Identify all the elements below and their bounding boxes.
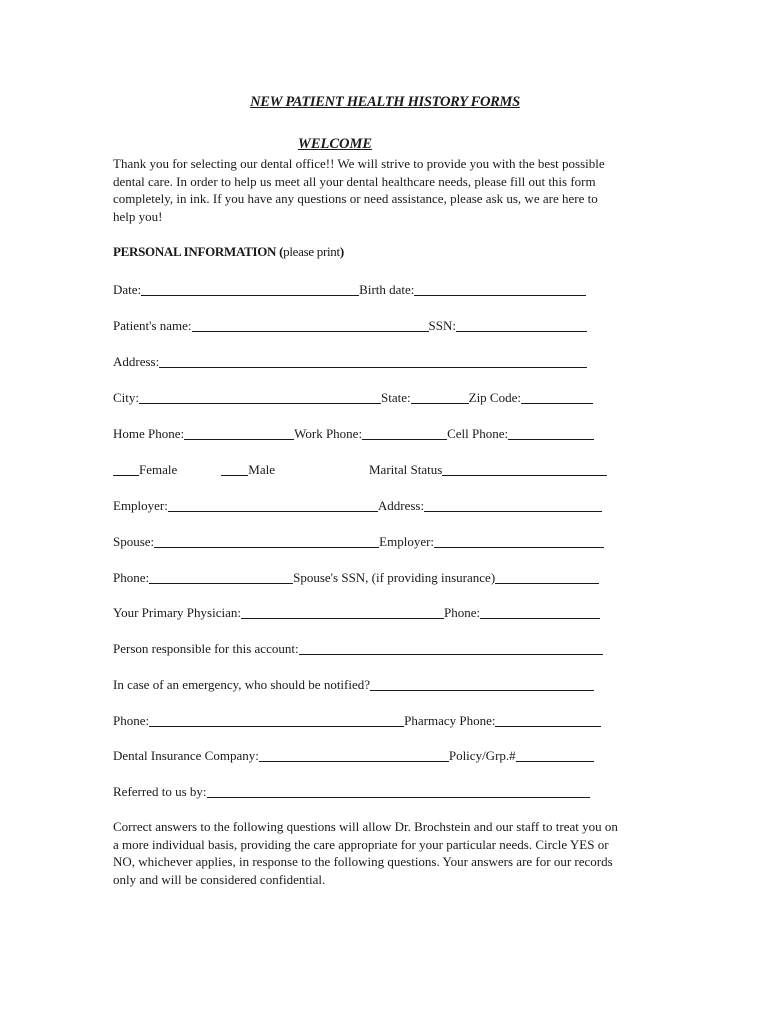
row-patient-name [113, 316, 633, 334]
date-label: Date: [113, 282, 142, 297]
spouse-ssn-field[interactable] [495, 571, 599, 584]
row-pharmacy [113, 711, 633, 729]
primary-physician-field[interactable] [241, 606, 444, 619]
phone-label: Phone: [113, 570, 150, 585]
closing-paragraph: Correct answers to the following questions will allow Dr. Brochstein and our staff to treat you on a more individual basis, providing the care appropriate for your particular needs. Circle YES or NO, whichever applies, in response to the following questions. Your answers are for our records only and will be considered confidential. [113, 819, 618, 887]
row-physician [113, 603, 633, 621]
cell-phone-field[interactable] [508, 427, 594, 440]
intro-paragraph: Thank you for selecting our dental office!! We will strive to provide you with the best possible dental care. In order to help us meet all your dental healthcare needs, please fill out this form completely, in ink. If you have any questions or need assistance, please ask us, we are here to help you! [113, 156, 605, 224]
ssn-label: SSN: [428, 318, 456, 333]
row-insurance [113, 746, 633, 764]
city-label: City: [113, 390, 140, 405]
work-phone-field[interactable] [362, 427, 447, 440]
date-field[interactable] [141, 283, 359, 296]
home-phone-field[interactable] [184, 427, 294, 440]
address-label: Address: [113, 354, 160, 369]
female-checkbox[interactable] [113, 463, 139, 476]
form-title: NEW PATIENT HEALTH HISTORY FORMS [250, 94, 520, 110]
home-phone-label: Home Phone: [113, 426, 185, 441]
physician-phone-label: Phone: [443, 605, 481, 620]
emergency-label: In case of an emergency, who should be notified? [113, 677, 371, 692]
pharmacy-phone-field[interactable] [495, 714, 601, 727]
section-heading-text: PERSONAL INFORMATION ( [113, 244, 284, 259]
zip-label: Zip Code: [468, 390, 521, 405]
row-spouse-ssn [113, 568, 633, 586]
policy-label: Policy/Grp.# [448, 748, 516, 763]
birth-date-field[interactable] [414, 283, 586, 296]
employer-address-label: Address: [377, 498, 425, 513]
insurance-company-field[interactable] [259, 749, 449, 762]
work-phone-label: Work Phone: [294, 426, 363, 441]
section-heading-note: please print [283, 244, 340, 259]
insurance-company-label: Dental Insurance Company: [113, 748, 259, 763]
city-field[interactable] [139, 391, 381, 404]
marital-status-label: Marital Status [368, 462, 443, 477]
row-employer [113, 496, 633, 514]
patient-name-label: Patient's name: [113, 318, 192, 333]
person-responsible-label: Person responsible for this account: [113, 641, 299, 656]
patient-name-field[interactable] [192, 319, 429, 332]
row-date [113, 280, 633, 298]
physician-phone-field[interactable] [480, 606, 600, 619]
emergency-field[interactable] [370, 678, 594, 691]
emergency-phone-field[interactable] [149, 714, 404, 727]
spouse-employer-field[interactable] [434, 535, 604, 548]
referred-by-field[interactable] [207, 785, 590, 798]
row-responsible [113, 639, 633, 657]
row-emergency [113, 675, 633, 693]
birth-date-label: Birth date: [359, 282, 415, 297]
male-label: Male [248, 462, 275, 477]
state-field[interactable] [411, 391, 469, 404]
row-city [113, 388, 633, 406]
male-checkbox[interactable] [221, 463, 248, 476]
row-phones [113, 424, 633, 442]
ssn-field[interactable] [456, 319, 587, 332]
state-label: State: [381, 390, 411, 405]
employer-label: Employer: [113, 498, 168, 513]
employer-address-field[interactable] [424, 499, 602, 512]
emergency-phone-label: Phone: [113, 713, 150, 728]
zip-field[interactable] [521, 391, 593, 404]
referred-by-label: Referred to us by: [113, 784, 207, 799]
primary-physician-label: Your Primary Physician: [113, 605, 241, 620]
marital-status-field[interactable] [442, 463, 607, 476]
section-heading [113, 244, 344, 260]
female-label: Female [139, 462, 178, 477]
row-address [113, 352, 633, 370]
spouse-label: Spouse: [113, 534, 155, 549]
welcome-heading: WELCOME [297, 136, 373, 152]
pharmacy-phone-label: Pharmacy Phone: [404, 713, 496, 728]
spouse-ssn-label: Spouse's SSN, (if providing insurance) [293, 570, 496, 585]
spouse-employer-label: Employer: [379, 534, 435, 549]
section-heading-close: ) [339, 244, 344, 259]
person-responsible-field[interactable] [299, 642, 603, 655]
row-spouse [113, 532, 633, 550]
policy-field[interactable] [516, 749, 594, 762]
address-field[interactable] [159, 355, 587, 368]
spouse-field[interactable] [154, 535, 379, 548]
cell-phone-label: Cell Phone: [447, 426, 509, 441]
employer-field[interactable] [168, 499, 378, 512]
row-referred [113, 782, 633, 800]
row-gender [113, 460, 633, 478]
phone-field[interactable] [149, 571, 293, 584]
